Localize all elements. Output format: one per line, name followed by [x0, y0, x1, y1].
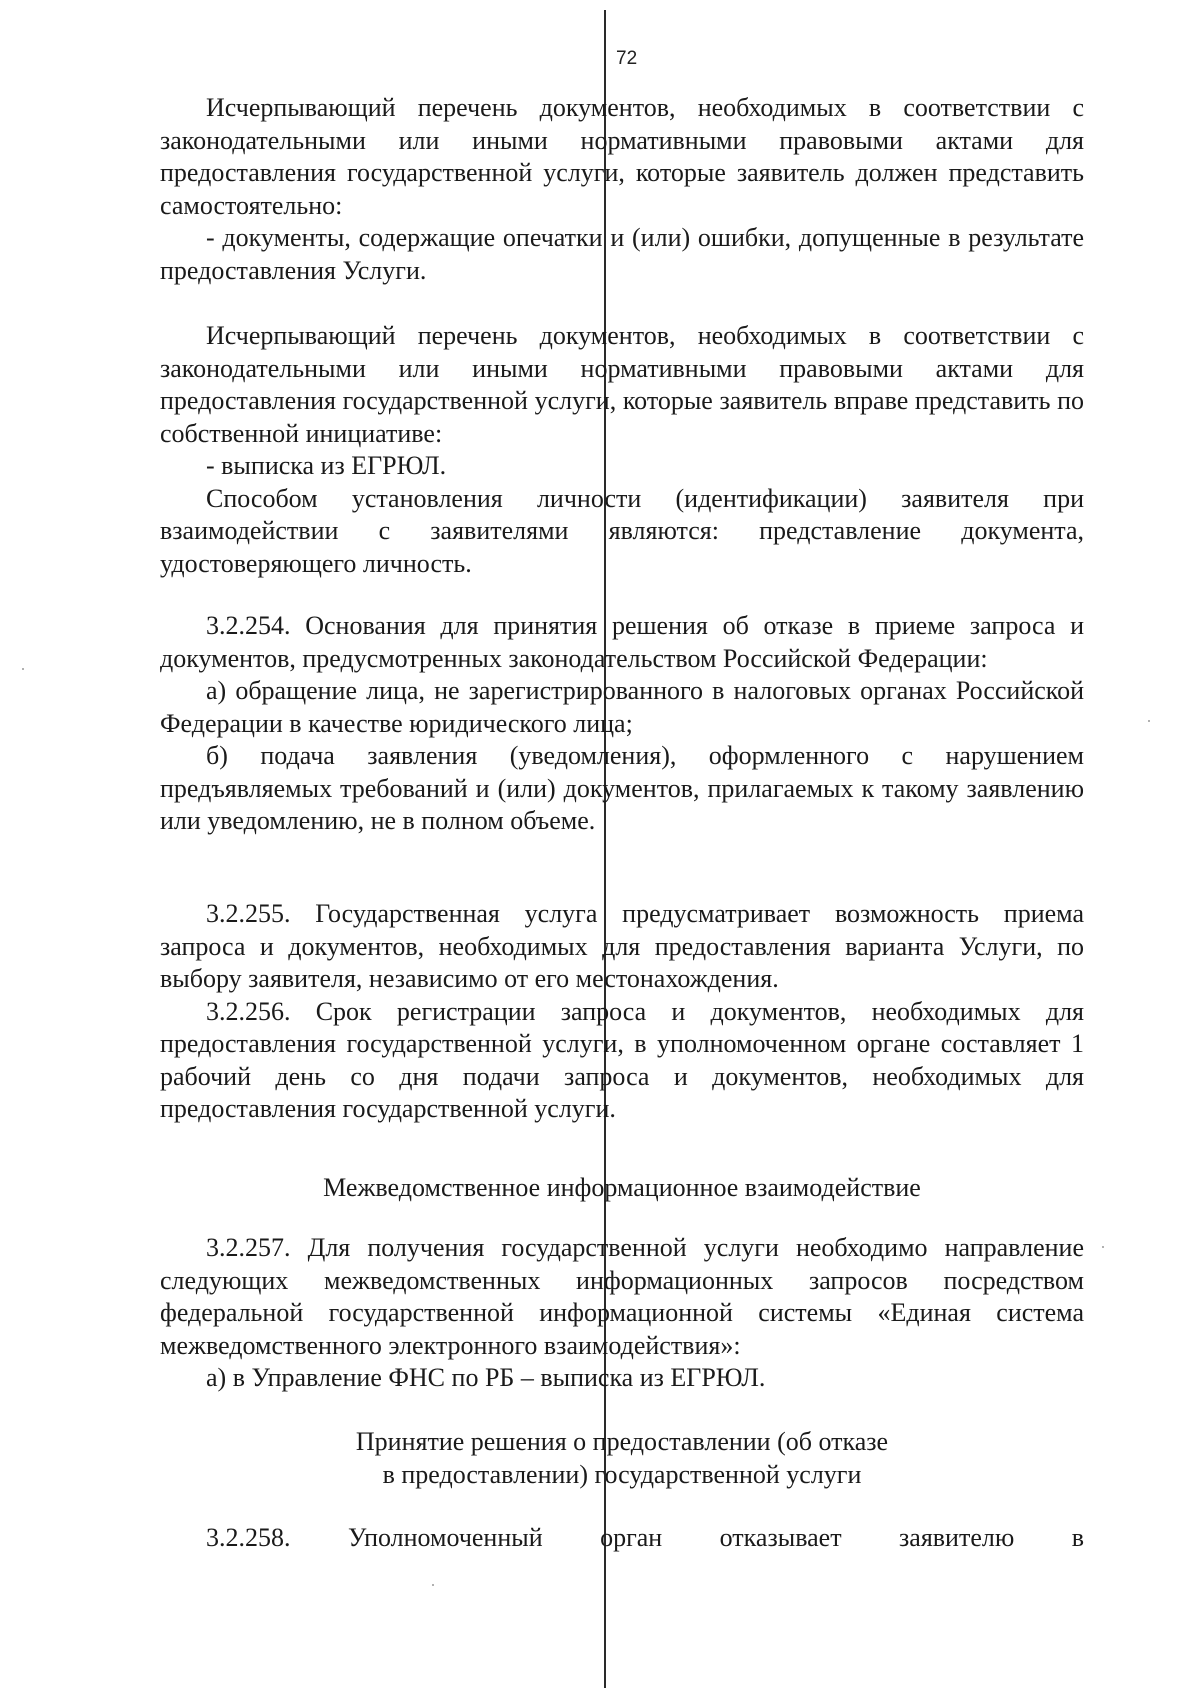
- heading-interagency-interaction: Межведомственное информационное взаимодействие: [323, 1173, 921, 1202]
- scan-speck: [22, 668, 24, 670]
- section-3-2-258: [160, 1522, 1084, 1555]
- paragraph-3-2-258: 3.2.258. Уполномоченный орган отказывает заявителю в: [206, 1523, 1084, 1552]
- section-3-2-254: [160, 610, 1084, 838]
- paragraph-3-2-254: 3.2.254. Основания для принятия решения об отказе в приеме запроса и документов, предусмотренных законодательством Российской Федерации:: [160, 611, 1084, 673]
- paragraph-required-documents: Исчерпывающий перечень документов, необходимых в соответствии с законодательными или иными нормативными правовыми актами для предоставления государственной услуги, которые заявитель должен представить самостоятельно:: [160, 93, 1084, 220]
- scan-speck: [1102, 1246, 1104, 1248]
- section-3-2-255: [160, 898, 1084, 1126]
- section-required-documents: [160, 92, 1084, 287]
- paragraph-3-2-254-b: б) подача заявления (уведомления), оформленного с нарушением предъявляемых требований и (или) документов, прилагаемых к такому заявлению или уведомлению, не в полном объеме.: [160, 741, 1084, 835]
- heading-decision-line2: в предоставлении) государственной услуги: [382, 1459, 862, 1489]
- paragraph-optional-documents-item: - выписка из ЕГРЮЛ.: [206, 451, 447, 480]
- paragraph-optional-documents: Исчерпывающий перечень документов, необходимых в соответствии с законодательными или иными нормативными правовыми актами для предоставления государственной услуги, которые заявитель вправе представить по собственной инициативе:: [160, 321, 1084, 448]
- paragraph-3-2-257: 3.2.257. Для получения государственной услуги необходимо направление следующих межведомственных информационных запросов посредством федеральной государственной информационной системы «Единая система межведомственного электронного взаимодействия»:: [160, 1233, 1084, 1360]
- scan-speck: [1148, 720, 1150, 722]
- paragraph-3-2-257-a: а) в Управление ФНС по РБ – выписка из ЕГРЮЛ.: [206, 1363, 766, 1392]
- heading-decision: [160, 1426, 1084, 1491]
- section-optional-documents: [160, 320, 1084, 580]
- paragraph-required-documents-item: - документы, содержащие опечатки и (или) ошибки, допущенные в результате предоставления Услуги.: [160, 223, 1084, 285]
- paragraph-3-2-256: 3.2.256. Срок регистрации запроса и документов, необходимых для предоставления государственной услуги, в уполномоченном органе составляет 1 рабочий день со дня подачи запроса и документов, необходимых для предоставления государственной услуги.: [160, 996, 1084, 1123]
- paragraph-identification: Способом установления личности (идентификации) заявителя при взаимодействии с заявителями являются: представление документа, удостоверяющего личность.: [160, 483, 1084, 578]
- page-number: 72: [616, 48, 638, 69]
- scan-speck: [432, 1584, 434, 1586]
- paragraph-3-2-254-a: а) обращение лица, не зарегистрированного в налоговых органах Российской Федерации в качестве юридического лица;: [160, 676, 1084, 738]
- section-3-2-257: [160, 1232, 1084, 1395]
- paragraph-3-2-255: 3.2.255. Государственная услуга предусматривает возможность приема запроса и документов, необходимых для предоставления варианта Услуги, по выбору заявителя, независимо от его местонахождения.: [160, 899, 1084, 993]
- heading-decision-line1: Принятие решения о предоставлении (об отказе: [355, 1427, 889, 1456]
